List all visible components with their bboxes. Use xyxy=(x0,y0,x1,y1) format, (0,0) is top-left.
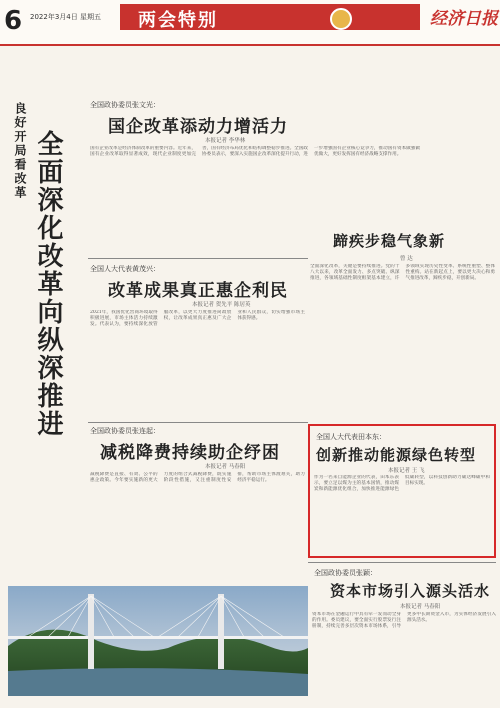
article-body: 作为一名来自能源企业的代表，田本东表示，要立足以煤为主的基本国情，推动煤炭和新能源优化组合，加快推进能源绿色低碳转型，以科技创新助力碳达峰碳中和目标实现。 xyxy=(314,475,490,493)
commentary-byline: 曾 达 xyxy=(400,256,413,262)
divider xyxy=(308,562,496,563)
article-byline: 本报记者 马春阳 xyxy=(205,464,246,470)
masthead-rule xyxy=(0,44,500,46)
article-headline: 资本市场引入源头活水 xyxy=(330,582,491,600)
vertical-subtitle: 良好开局看改革 xyxy=(13,102,27,200)
article-headline: 创新推动能源绿色转型 xyxy=(316,446,477,464)
paper-name: 经济日报 xyxy=(430,9,498,29)
divider xyxy=(88,422,308,423)
article-kicker: 全国政协委员张连起： xyxy=(90,427,160,435)
article-kicker: 全国人大代表田本东： xyxy=(316,433,386,441)
article-headline: 改革成果真正惠企利民 xyxy=(108,281,288,301)
article-byline: 本报记者 王 飞 xyxy=(388,468,425,474)
emblem-icon xyxy=(330,8,352,30)
article-byline: 本报记者 马春阳 xyxy=(400,604,441,610)
article-kicker: 全国人大代表黄茂兴： xyxy=(90,265,160,273)
issue-date: 2022年3月4日 星期五 xyxy=(30,13,101,21)
article-kicker: 全国政协委员张颖： xyxy=(314,569,377,577)
article-headline: 国企改革添动力增活力 xyxy=(108,117,288,137)
article-byline: 本报记者 贺先平 陈居英 xyxy=(192,302,251,308)
section-title: 两会特别 xyxy=(138,10,218,31)
section-banner xyxy=(120,4,420,30)
article-body: 国有企业改革是经济体制改革的重要内容。近年来，国有企业改革取得显著成效，现代企业制度更加完善，国有经济布局优化和结构调整稳步推进。全国政协委员表示，要深入实施国企改革深化提升行动，进一步增强国有企业核心竞争力，推动国有资本做强做优做大，更好发挥国有经济战略支撑作用。 xyxy=(90,146,420,158)
page-footer xyxy=(0,698,500,708)
article-byline: 本报记者 李华林 xyxy=(205,138,246,144)
vertical-title: 全面深化改革向纵深推进 xyxy=(33,130,63,438)
commentary-body: 全面深化改革，关键是要持续推进。党的十八大以来，改革全面发力、多点突破、纵深推进，各领域基础性制度框架基本建立，许多领域实现历史性变革、系统性重塑、整体性重构。站在新起点上，要以更大决心和勇气推进改革，蹄疾步稳，开创新局。 xyxy=(310,264,495,282)
article-headline: 减税降费持续助企纾困 xyxy=(100,443,280,463)
article-body: 减税降费是直接、有效、公平的惠企政策。今年要实施新的更大力度的组合式减税降费，既实施阶段性措施，又注重制度性安排，帮助市场主体渡难关，助力经济平稳运行。 xyxy=(90,472,305,484)
bridge-illustration xyxy=(8,586,308,696)
article-kicker: 全国政协委员张文光： xyxy=(90,101,160,109)
bridge-photo xyxy=(8,586,308,696)
divider xyxy=(88,258,308,259)
article-body: 资本市场在金融运行中具有牵一发而动全身的作用。委员建议，要全面实行股票发行注册制，持续完善多层次资本市场体系，引导更多中长期资金入市，为实体经济发展引入源头活水。 xyxy=(312,612,496,630)
masthead xyxy=(0,0,500,44)
article-body: 2021年，我国优化营商环境取得积极进展，市场主体活力持续激发。代表认为，要持续深化放管服改革，以更大力度推进简政放权，让改革成果真正惠及广大企业和人民群众，切实增强市场主体获得感。 xyxy=(90,310,305,328)
page-number: 6 xyxy=(4,6,23,36)
commentary-headline: 蹄疾步稳气象新 xyxy=(333,232,446,250)
